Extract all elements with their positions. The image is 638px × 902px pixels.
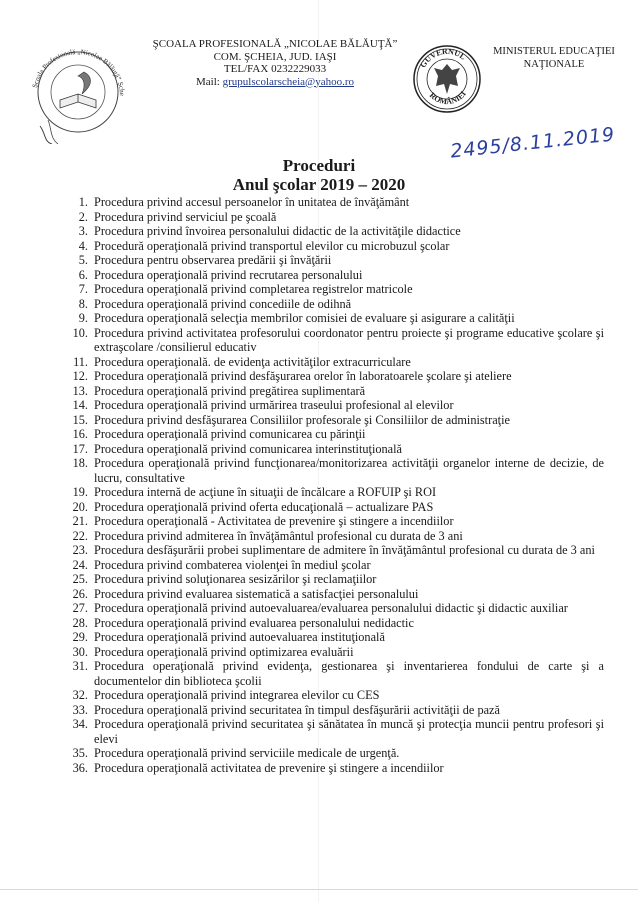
procedure-item (56, 746, 604, 761)
procedure-number: 34. (72, 717, 88, 731)
procedure-number: 10. (72, 325, 88, 340)
procedure-number: 5. (78, 253, 88, 267)
procedure-number: 6. (78, 267, 88, 282)
procedure-text: Procedura operaţională - Activitatea de prevenire şi stingere a incendiilor (94, 514, 454, 528)
procedure-number: 4. (78, 238, 88, 253)
procedure-number: 31. (72, 659, 88, 673)
document-title: Proceduri (282, 156, 356, 175)
procedure-number: 17. (72, 441, 88, 456)
school-phone: TEL/FAX 0232229033 (223, 63, 327, 75)
procedure-item (56, 427, 604, 442)
school-logo (22, 34, 132, 144)
procedure-text: Procedura operaţională privind evidenţa, gestionarea şi inventarierea fondului de carte şi a documentelor din biblioteca şcolii (94, 659, 604, 688)
procedure-number: 15. (72, 412, 88, 427)
procedure-item (56, 616, 604, 631)
procedure-text: Procedura privind serviciul pe şcoală (94, 209, 277, 224)
procedure-item (56, 195, 604, 210)
procedure-item (56, 630, 604, 645)
procedure-number: 11. (73, 354, 88, 369)
procedure-item (56, 703, 604, 718)
procedure-text: Procedura operaţională activitatea de prevenire şi stingere a incendiilor (94, 760, 444, 775)
procedure-item (56, 253, 604, 268)
procedure-text: Procedura operaţională privind funcţionarea/monitorizarea activităţii organelor interne de decizie, de lucru, consultative (94, 456, 604, 485)
procedure-number: 35. (72, 746, 88, 760)
procedures-list (56, 195, 604, 775)
procedure-text: Procedura pentru observarea predării şi învăţării (94, 253, 332, 267)
procedure-number: 27. (72, 601, 88, 615)
procedure-item (56, 413, 604, 428)
procedure-number: 2. (78, 209, 88, 224)
ministry-line-1: MINISTERUL EDUCAŢIEI (493, 46, 615, 57)
procedure-item (56, 326, 604, 355)
procedure-text: Procedura privind evaluarea sistematică a satisfacţiei personalului (94, 586, 419, 601)
procedure-text: Procedura operaţională privind completarea registrelor matricole (94, 282, 413, 296)
school-mail: Mail: grupulscolarscheia@yahoo.ro (196, 75, 354, 88)
procedure-item (56, 224, 604, 239)
procedure-number: 30. (72, 644, 88, 659)
procedure-item (56, 398, 604, 413)
procedure-text: Procedura operaţională privind desfăşurarea orelor în laboratoarele şcolare şi ateliere (94, 369, 512, 383)
procedure-item (56, 297, 604, 312)
procedure-number: 22. (72, 528, 88, 543)
procedure-item (56, 311, 604, 326)
procedure-text: Procedura operaţională privind comunicarea interinstituţională (94, 441, 402, 456)
procedure-number: 28. (72, 615, 88, 630)
procedure-number: 16. (72, 427, 88, 441)
procedure-text: Procedura operaţională privind evaluarea personalului nedidactic (94, 615, 414, 630)
procedure-text: Procedura operaţională privind integrarea elevilor cu CES (94, 688, 380, 702)
procedure-item (56, 500, 604, 515)
procedure-number: 25. (72, 572, 88, 586)
procedure-text: Procedura privind activitatea profesorului coordonator pentru proiecte şi programe educative şcolare şi extraşcolare /consilierul educativ (94, 325, 604, 354)
procedure-number: 12. (72, 369, 88, 383)
document-subtitle: Anul şcolar 2019 – 2020 (232, 175, 406, 194)
procedure-number: 7. (78, 282, 88, 296)
procedure-text: Procedura internă de acţiune în situaţii de încălcare a ROFUIP şi ROI (94, 485, 437, 499)
procedure-item (56, 210, 604, 225)
procedure-text: Procedura operaţională privind concediile de odihnă (94, 296, 352, 311)
procedure-item (56, 456, 604, 485)
procedure-text: Procedura operaţională privind autoevaluarea/evaluarea personalului didactic şi didactic auxiliar (94, 601, 568, 615)
procedure-item (56, 717, 604, 746)
ministry-line-2: NAŢIONALE (523, 58, 585, 70)
procedure-number: 32. (72, 688, 88, 702)
procedure-item (56, 543, 604, 558)
procedure-item (56, 384, 604, 399)
procedure-text: Procedura privind combaterea violenţei în mediul şcolar (94, 557, 371, 572)
procedure-text: Procedura operaţională privind securitatea şi sănătatea în muncă şi protecţia muncii pentru profesori şi elevi (94, 717, 604, 746)
procedure-number: 18. (72, 456, 88, 470)
procedure-number: 23. (72, 543, 88, 557)
procedure-text: Procedura operaţională. de evidenţa activităţilor extracurriculare (94, 354, 411, 369)
procedure-number: 1. (78, 195, 88, 209)
procedure-text: Procedura operaţională selecţia membrilor comisiei de evaluare şi asigurare a calităţii (94, 311, 515, 325)
procedure-number: 21. (72, 514, 88, 528)
procedure-number: 20. (72, 499, 88, 514)
procedure-text: Procedura operaţională privind optimizarea evaluării (94, 644, 354, 659)
procedure-item (56, 659, 604, 688)
procedure-item (56, 587, 604, 602)
procedure-item (56, 601, 604, 616)
procedure-text: Procedura operaţională privind urmărirea traseului profesional al elevilor (94, 398, 454, 412)
procedure-item (56, 239, 604, 254)
procedure-item (56, 529, 604, 544)
procedure-text: Procedura privind învoirea personalului didactic de la activităţile didactice (94, 224, 461, 238)
procedure-item (56, 558, 604, 573)
procedure-text: Procedura privind accesul persoanelor în unitatea de învăţământ (94, 195, 410, 209)
procedure-text: Procedura privind soluţionarea sesizărilor şi reclamaţiilor (94, 572, 377, 586)
procedure-number: 24. (72, 557, 88, 572)
procedure-text: Procedura operaţională privind autoevaluarea instituţională (94, 630, 385, 644)
procedure-item (56, 442, 604, 457)
government-seal (412, 44, 482, 114)
procedure-number: 14. (72, 398, 88, 412)
procedure-number: 29. (72, 630, 88, 644)
ministry-header (484, 46, 624, 71)
school-info (150, 38, 400, 88)
procedure-item (56, 645, 604, 660)
procedure-item (56, 761, 604, 776)
page-bottom-edge (0, 889, 638, 890)
procedure-number: 19. (72, 485, 88, 499)
procedure-item (56, 572, 604, 587)
svg-text:GUVERNUL: GUVERNUL (418, 46, 468, 70)
procedure-text: Procedura operaţională privind oferta educaţională – actualizare PAS (94, 499, 434, 514)
school-name: ŞCOALA PROFESIONALĂ „NICOLAE BĂLĂUŢĂ” (152, 38, 398, 50)
procedure-text: Procedură operaţională privind transportul elevilor cu microbuzul şcolar (94, 238, 450, 253)
procedure-text: Procedura operaţională privind pregătirea suplimentară (94, 383, 366, 398)
procedure-item (56, 485, 604, 500)
procedure-number: 9. (78, 311, 88, 325)
svg-text:ROMÂNIEI: ROMÂNIEI (427, 89, 468, 107)
procedure-number: 26. (72, 586, 88, 601)
procedure-number: 13. (72, 383, 88, 398)
procedure-number: 33. (72, 702, 88, 717)
procedure-item (56, 514, 604, 529)
procedure-text: Procedura operaţională privind comunicarea cu părinţii (94, 427, 366, 441)
procedure-number: 8. (78, 296, 88, 311)
school-address: COM. ŞCHEIA, JUD. IAŞI (213, 50, 337, 63)
procedure-item (56, 268, 604, 283)
procedure-number: 3. (78, 224, 88, 238)
procedure-text: Procedura privind desfăşurarea Consiliilor profesorale şi Consiliilor de administraţie (94, 412, 510, 427)
procedure-number: 36. (72, 760, 88, 775)
procedure-item (56, 688, 604, 703)
procedure-item (56, 369, 604, 384)
procedure-text: Procedura operaţională privind serviciile medicale de urgenţă. (94, 746, 400, 760)
procedure-text: Procedura privind admiterea în învăţământul profesional cu durata de 3 ani (94, 528, 463, 543)
school-mail-link[interactable]: grupulscolarscheia@yahoo.ro (222, 75, 354, 88)
procedure-text: Procedura operaţională privind recrutarea personalului (94, 267, 363, 282)
procedure-item (56, 355, 604, 370)
registration-number-handwritten: 2495/8.11.2019 (449, 123, 617, 163)
procedure-text: Procedura desfăşurării probei suplimentare de admitere în învăţământul profesional cu durata de 3 ani (94, 543, 595, 557)
svg-text:Şcoala Profesională „Nicolae B: Şcoala Profesională „Nicolae Bălăuţă” Şche (30, 47, 127, 97)
procedure-item (56, 282, 604, 297)
procedure-text: Procedura operaţională privind securitatea în timpul desfăşurării activităţii de pază (94, 702, 500, 717)
